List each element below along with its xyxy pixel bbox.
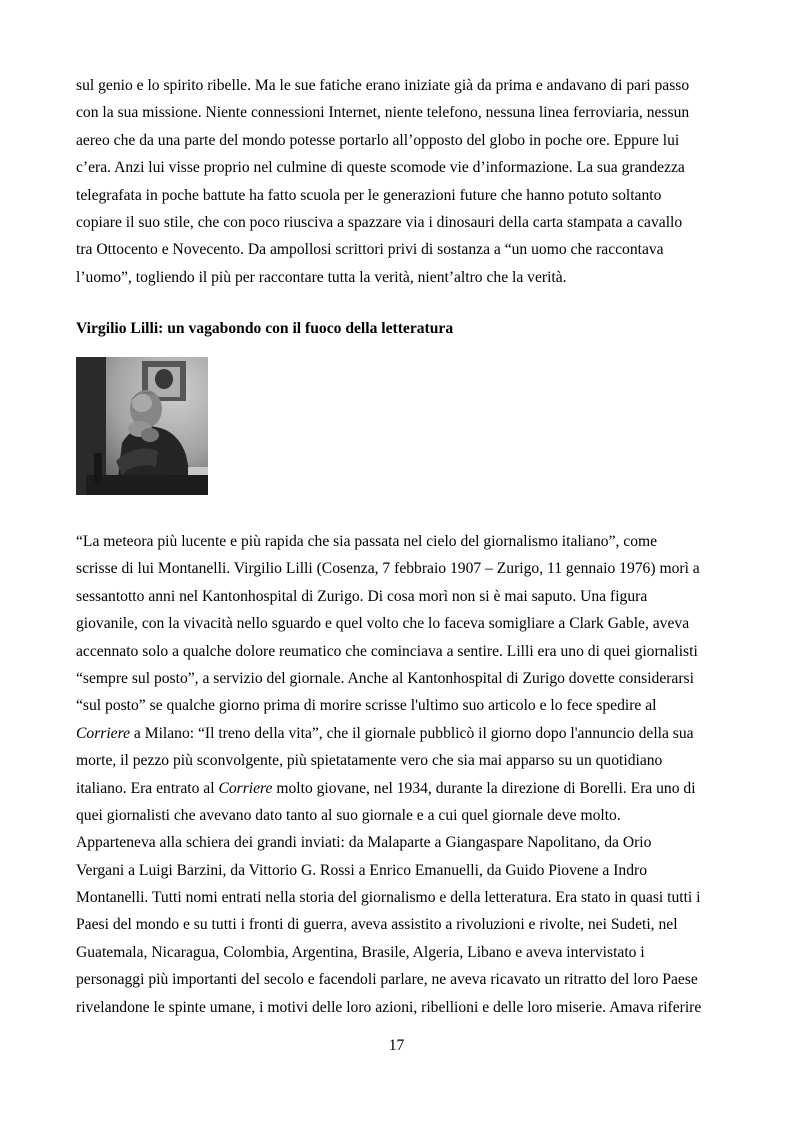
paragraph-line	[76, 775, 718, 802]
paragraph-line: sessantotto anni nel Kantonhospital di Zurigo. Di cosa morì non si è mai saputo. Una figura	[76, 587, 648, 605]
paragraph-line: Vergani a Luigi Barzini, da Vittorio G. Rossi a Enrico Emanuelli, da Guido Piovene a Indro	[76, 861, 648, 879]
paragraph-line: accennato solo a qualche dolore reumatico che cominciava a sentire. Lilli era uno di quei giornalisti	[76, 642, 698, 660]
paragraph-line: c’era. Anzi lui visse proprio nel culmine di queste scomode vie d’informazione. La sua grandezza	[76, 159, 685, 177]
line-text: molto giovane, nel 1934, durante la direzione di Borelli. Era uno di	[272, 779, 696, 797]
main-paragraph	[76, 528, 718, 1021]
paragraph-line: “sempre sul posto”, a servizio del giornale. Anche al Kantonhospital di Zurigo dovette considerarsi	[76, 669, 694, 687]
paragraph-line: quei giornalisti che avevano dato tanto al suo giornale e a cui quel giornale deve molto.	[76, 806, 621, 824]
line-text: a Milano: “Il treno della vita”, che il giornale pubblicò il giorno dopo l'annuncio della sua	[130, 724, 694, 742]
paragraph-line: “La meteora più lucente e più rapida che sia passata nel cielo del giornalismo italiano”, come	[76, 533, 658, 550]
paragraph-line: Montanelli. Tutti nomi entrati nella storia del giornalismo e della letteratura. Era stato in quasi tutti i	[76, 889, 701, 907]
portrait-photo	[76, 357, 208, 495]
paragraph-line: sul genio e lo spirito ribelle. Ma le sue fatiche erano iniziate già da prima e andavano di pari passo	[76, 77, 690, 94]
paragraph-line: personaggi più importanti del secolo e facendoli parlare, ne aveva ricavato un ritratto del loro Paese	[76, 971, 698, 989]
paragraph-line	[76, 720, 718, 747]
paragraph-line: con la sua missione. Niente connessioni Internet, niente telefono, nessuna linea ferroviaria, nessun	[76, 104, 690, 122]
section-heading: Virgilio Lilli: un vagabondo con il fuoco della letteratura	[76, 320, 454, 337]
page-number: 17	[388, 1037, 405, 1054]
paragraph-line: scrisse di lui Montanelli. Virgilio Lilli (Cosenza, 7 febbraio 1907 – Zurigo, 11 gennaio 1976) morì a	[76, 560, 700, 578]
intro-paragraph	[76, 72, 718, 291]
paragraph-line: “sul posto” se qualche giorno prima di morire scrisse l'ultimo suo articolo e lo fece spedire al	[76, 697, 657, 715]
newspaper-title: Corriere	[76, 724, 130, 742]
paragraph-line: Apparteneva alla schiera dei grandi inviati: da Malaparte a Giangaspare Napolitano, da Orio	[76, 834, 652, 852]
paragraph-line: copiare il suo stile, che con poco riusciva a spazzare via i dinosauri della carta stampata a cavallo	[76, 213, 683, 231]
paragraph-line: Guatemala, Nicaragua, Colombia, Argentina, Brasile, Algeria, Libano e aveva intervistato i	[76, 943, 645, 961]
paragraph-line: morte, il pezzo più sconvolgente, più spietatamente vero che sia mai apparso su un quotidiano	[76, 752, 663, 770]
paragraph-line: telegrafata in poche battute ha fatto scuola per le generazioni future che hanno potuto soltanto	[76, 186, 662, 204]
paragraph-line: l’uomo”, togliendo il più per raccontare tutta la verità, nient’altro che la verità.	[76, 268, 567, 286]
paragraph-line: aereo che da una parte del mondo potesse portarlo all’opposto del globo in poche ore. Eppure lui	[76, 131, 680, 149]
line-text: italiano. Era entrato al	[76, 779, 219, 797]
paragraph-line: giovanile, con la vivacità nello sguardo e quel volto che lo faceva somigliare a Clark Gable, aveva	[76, 615, 690, 633]
paragraph-line: tra Ottocento e Novecento. Da ampollosi scrittori privi di sostanza a “un uomo che raccontava	[76, 241, 664, 259]
paragraph-line: rivelandone le spinte umane, i motivi delle loro azioni, ribellioni e delle loro miserie. Amava riferire	[76, 998, 702, 1016]
newspaper-title: Corriere	[218, 779, 273, 797]
paragraph-line: Paesi del mondo e su tutti i fronti di guerra, aveva assistito a rivoluzioni e rivolte, nei Sudeti, nel	[76, 916, 678, 934]
